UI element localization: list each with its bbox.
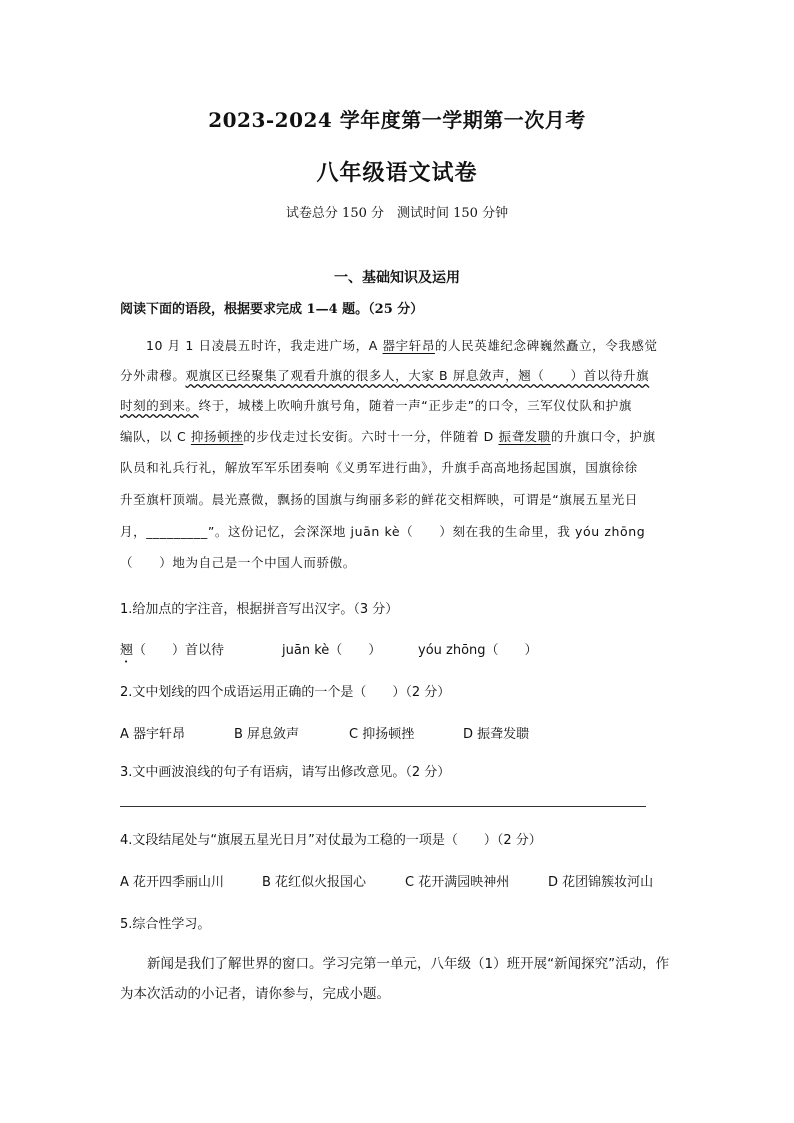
idiom-underlined: 器宇轩昂 <box>382 338 435 353</box>
question-1-blank-a[interactable] <box>120 639 224 666</box>
idiom-underlined: 振聋发聩 <box>498 429 551 444</box>
question-1-blank-b[interactable]: juān kè（ ） <box>282 643 382 658</box>
passage-text: 分外肃穆。 <box>120 368 186 383</box>
question-2-option-a[interactable]: A 器宇轩昂 <box>120 727 186 742</box>
passage-line <box>120 396 632 414</box>
dotted-char: 翘 <box>120 643 134 658</box>
passage-text: 10 月 1 日凌晨五时许，我走进广场，A <box>146 338 383 353</box>
passage-text: 终于，城楼上吹响升旗号角，随着一声“正步走”的口令，三军仪仗队和护旗 <box>198 398 632 413</box>
blank-text: （ ）首以待 <box>133 643 225 658</box>
exam-meta: 试卷总分 150 分 测试时间 150 分钟 <box>285 206 509 221</box>
passage-text: 的步伐走过长安街。六时十一分，伴随着 D <box>243 429 499 444</box>
question-3: 3.文中画波浪线的句子有语病，请写出修改意见。（2 分） <box>120 765 451 780</box>
passage-line <box>120 366 649 384</box>
question-4-option-b[interactable]: B 花红似火报国心 <box>262 875 367 890</box>
passage-line: 队员和礼兵行礼，解放军军乐团奏响《义勇军进行曲》，升旗手高高地扬起国旗，国旗徐徐 <box>120 460 638 475</box>
passage-line: 月，_________”。这份记忆，会深深地 juān kè（ ）刻在我的生命里，我 yóu zhōng <box>120 524 646 539</box>
passage-text: 编队，以 C <box>120 429 191 444</box>
exam-title: 八年级语文试卷 <box>316 160 478 186</box>
passage-text: 的人民英雄纪念碑巍然矗立，令我感觉 <box>434 338 658 353</box>
question-4: 4.文段结尾处与“旗展五星光日月”对仗最为工稳的一项是（ ）（2 分） <box>120 833 542 848</box>
question-1: 1.给加点的字注音，根据拼音写出汉字。（3 分） <box>120 602 399 617</box>
question-4-option-a[interactable]: A 花开四季丽山川 <box>120 875 225 890</box>
question-1-blank-c[interactable]: yóu zhōng（ ） <box>418 643 538 658</box>
answer-line[interactable] <box>120 806 646 807</box>
exam-term-title: 2023-2024 学年度第一学期第一次月考 <box>208 108 586 132</box>
passage-line: 升至旗杆顶端。晨光熹微，飘扬的国旗与绚丽多彩的鲜花交相辉映，可谓是“旗展五星光日 <box>120 492 638 507</box>
question-4-option-c[interactable]: C 花开满园映神州 <box>405 875 510 890</box>
question-5: 5.综合性学习。 <box>120 917 211 932</box>
question-5-intro: 新闻是我们了解世界的窗口。学习完第一单元，八年级（1）班开展“新闻探究”活动，作为本次活动的小记者，请你参与，完成小题。 <box>120 956 670 1002</box>
passage-line: （ ）地为自己是一个中国人而骄傲。 <box>120 555 356 570</box>
wavy-sentence: 时刻的到来。 <box>120 398 199 413</box>
section-heading: 一、基础知识及运用 <box>334 270 460 286</box>
question-2-option-c[interactable]: C 抑扬顿挫 <box>349 727 415 742</box>
passage-line <box>120 427 656 445</box>
passage-text: 的升旗口令，护旗 <box>550 429 656 444</box>
wavy-sentence: 观旗区已经聚集了观看升旗的很多人，大家 B 屏息敛声，翘（ ）首以待升旗 <box>185 368 650 383</box>
question-4-option-d[interactable]: D 花团锦簇妆河山 <box>548 875 654 890</box>
section-instruction: 阅读下面的语段，根据要求完成 1—4 题。（25 分） <box>120 302 424 317</box>
question-2-option-d[interactable]: D 振聋发聩 <box>463 727 530 742</box>
passage-line <box>146 336 658 354</box>
question-2: 2.文中划线的四个成语运用正确的一个是（ ）（2 分） <box>120 685 451 700</box>
question-2-option-b[interactable]: B 屏息敛声 <box>234 727 300 742</box>
idiom-underlined: 抑扬顿挫 <box>190 429 244 444</box>
